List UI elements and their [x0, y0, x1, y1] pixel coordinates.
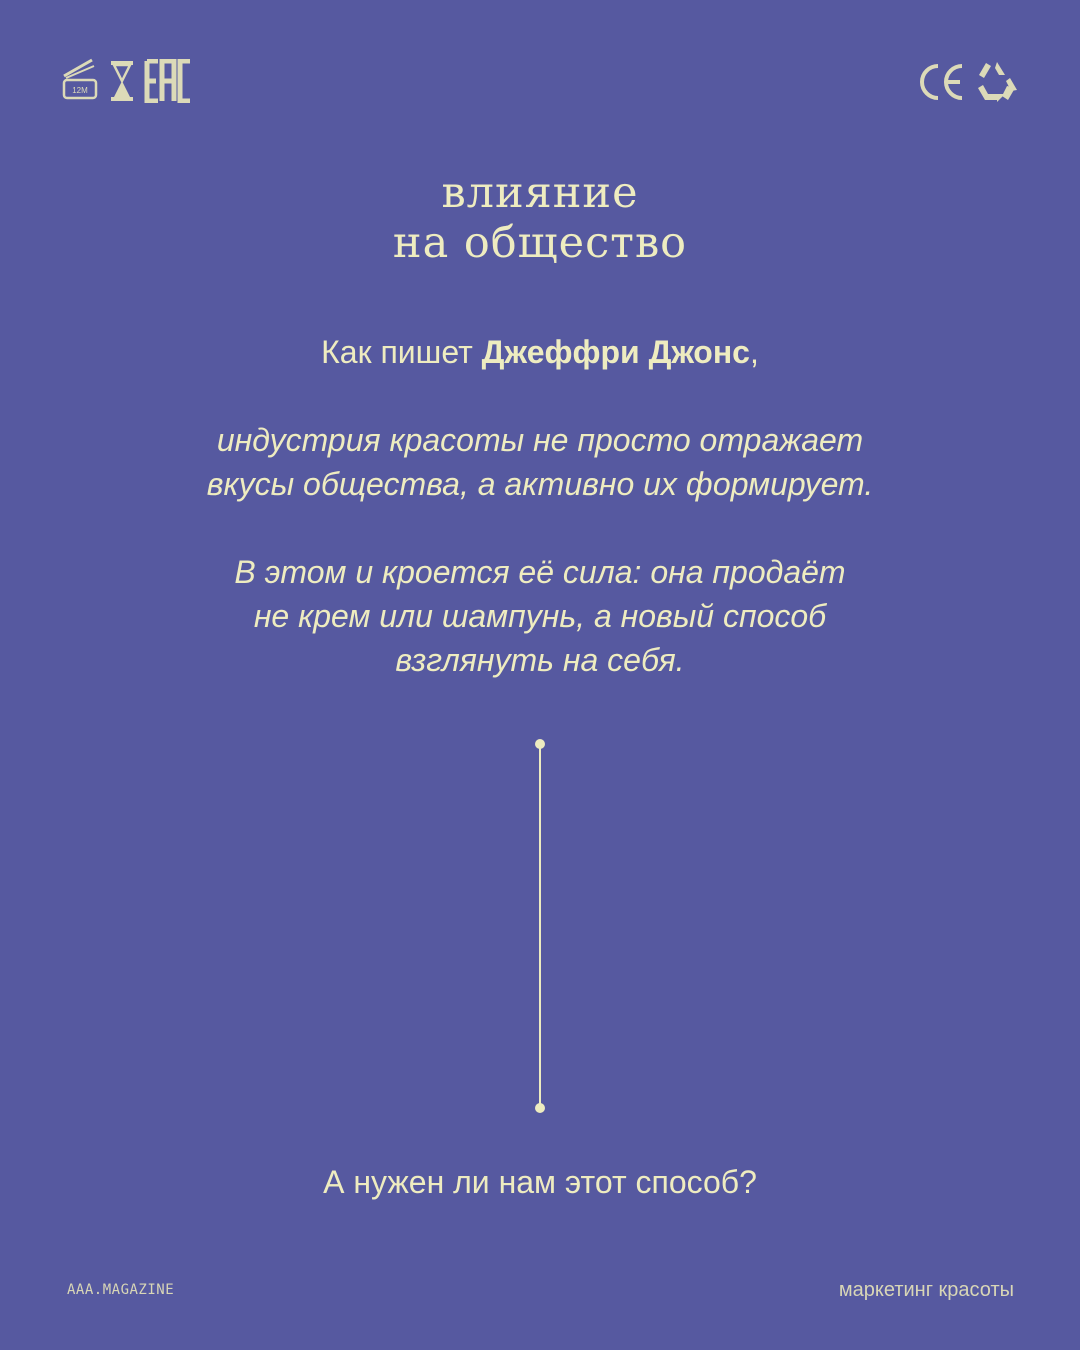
- intro-prefix: Как пишет: [321, 334, 482, 370]
- slide-title: [0, 168, 1080, 268]
- eac-mark-icon: [144, 59, 192, 103]
- pao-label: 12M: [72, 86, 88, 95]
- topic-label: маркетинг красоты: [838, 1279, 1014, 1301]
- author-name: Джеффри Джонс: [481, 334, 750, 370]
- quote-paragraph-1: [0, 418, 1080, 506]
- certification-icons-left: [60, 56, 195, 106]
- closing-question: А нужен ли нам этот способ?: [323, 1164, 757, 1200]
- ce-mark-icon: [916, 62, 968, 102]
- quote-2-line-2: не крем или шампунь, а новый способ: [253, 598, 827, 634]
- hourglass-icon: [110, 60, 134, 102]
- period-after-opening-icon: [60, 56, 100, 102]
- brand-logo: AAA.MAGAZINE: [67, 1282, 175, 1298]
- recycle-icon: [974, 58, 1020, 104]
- quote-paragraph-2: [0, 550, 1080, 682]
- quote-2-line-1: В этом и кроется её сила: она продаёт: [234, 554, 846, 590]
- title-line-2: на общество: [392, 218, 688, 268]
- quote-1-line-2: вкусы общества, а активно их формирует.: [206, 466, 874, 502]
- certification-icons-right: [916, 58, 1022, 106]
- quote-2-line-3: взглянуть на себя.: [395, 642, 685, 678]
- intro-text: [0, 332, 1080, 372]
- intro-suffix: ,: [749, 334, 759, 370]
- title-line-1: влияние: [441, 168, 639, 218]
- quote-1-line-1: индустрия красоты не просто отражает: [216, 422, 864, 458]
- vertical-divider: [530, 736, 550, 1116]
